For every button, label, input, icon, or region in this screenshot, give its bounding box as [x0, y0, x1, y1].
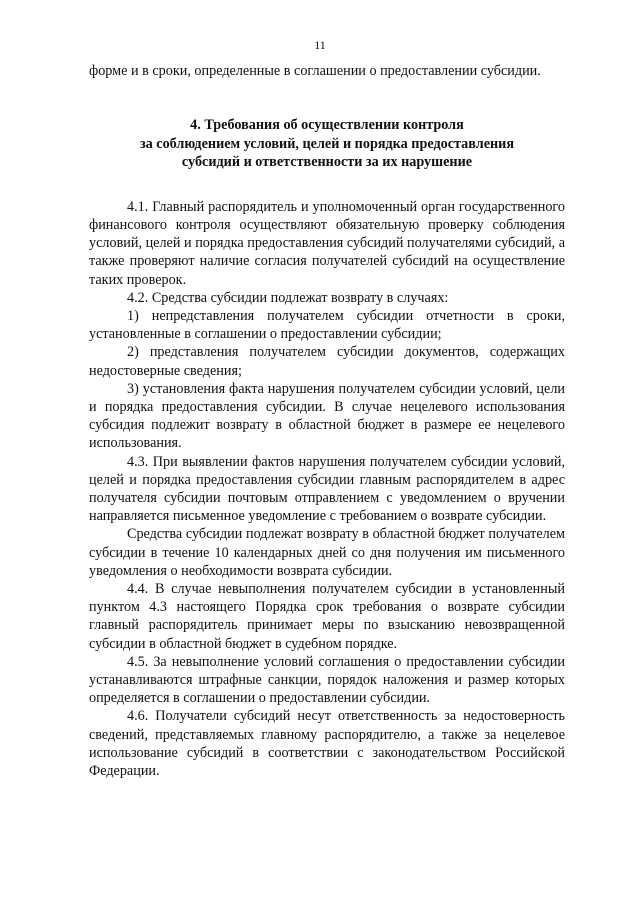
document-body — [89, 62, 565, 780]
paragraph-4-3-return: Средства субсидии подлежат возврату в областной бюджет получателем субсидии в течение 10 календарных дней со дня получения им письменного уведомления о необходимости возврата субсидии. — [89, 526, 565, 579]
intro-paragraph: форме и в сроки, определенные в соглашении о предоставлении субсидии. — [89, 63, 541, 79]
page-number: 11 — [314, 38, 326, 52]
section-heading — [89, 116, 565, 172]
paragraph-4-5: 4.5. За невыполнение условий соглашения о предоставлении субсидии устанавливаются штрафные санкции, порядок наложения и размер которых определяется в соглашении о предоставлении субсидии. — [89, 653, 565, 707]
paragraph-4-2: 4.2. Средства субсидии подлежат возврату в случаях: — [127, 289, 449, 306]
paragraph-item-3: 3) установления факта нарушения получателем субсидии условий, цели и порядка предоставления субсидии. В случае нецелевого использования субсидия подлежит возврату в областной бюджет в размере ее нецелевого использования. — [89, 380, 565, 452]
paragraph-4-1: 4.1. Главный распорядитель и уполномоченный орган государственного финансового контроля осуществляют обязательную проверку соблюдения условий, целей и порядка предоставления субсидий получателями субсидий, а также проверяют наличие согласия получателей субсидий на осуществление таких проверок. — [89, 198, 565, 288]
heading-line-1: 4. Требования об осуществлении контроля — [190, 117, 464, 134]
paragraph-item-1: 1) непредставления получателем субсидии отчетности в сроки, установленные в соглашении о предоставлении субсидии; — [89, 307, 565, 343]
paragraph-4-3: 4.3. При выявлении фактов нарушения получателем субсидии условий, целей и порядка предоставления субсидии главным распорядителем в адрес получателя субсидии почтовым отправлением с уведомлением о вручении направляется письменное уведомление с требованием о возврате субсидии. — [89, 453, 565, 525]
paragraph-item-2: 2) представления получателем субсидии документов, содержащих недостоверные сведения; — [89, 344, 565, 379]
heading-line-3: субсидий и ответственности за их нарушение — [181, 154, 473, 171]
heading-line-2: за соблюдением условий, целей и порядка предоставления — [139, 135, 515, 152]
paragraph-4-4: 4.4. В случае невыполнения получателем субсидии в установленный пунктом 4.3 настоящего Порядка срок требования о возврате субсидии главный распорядитель принимает меры по взысканию невозвращенной субсидии в областной бюджет в судебном порядке. — [89, 580, 565, 652]
paragraph-4-6: 4.6. Получатели субсидий несут ответственность за недостоверность сведений, представляемых главному распорядителю, а также за нецелевое использование субсидий в соответствии с законодательством Российской Федерации. — [89, 708, 565, 779]
